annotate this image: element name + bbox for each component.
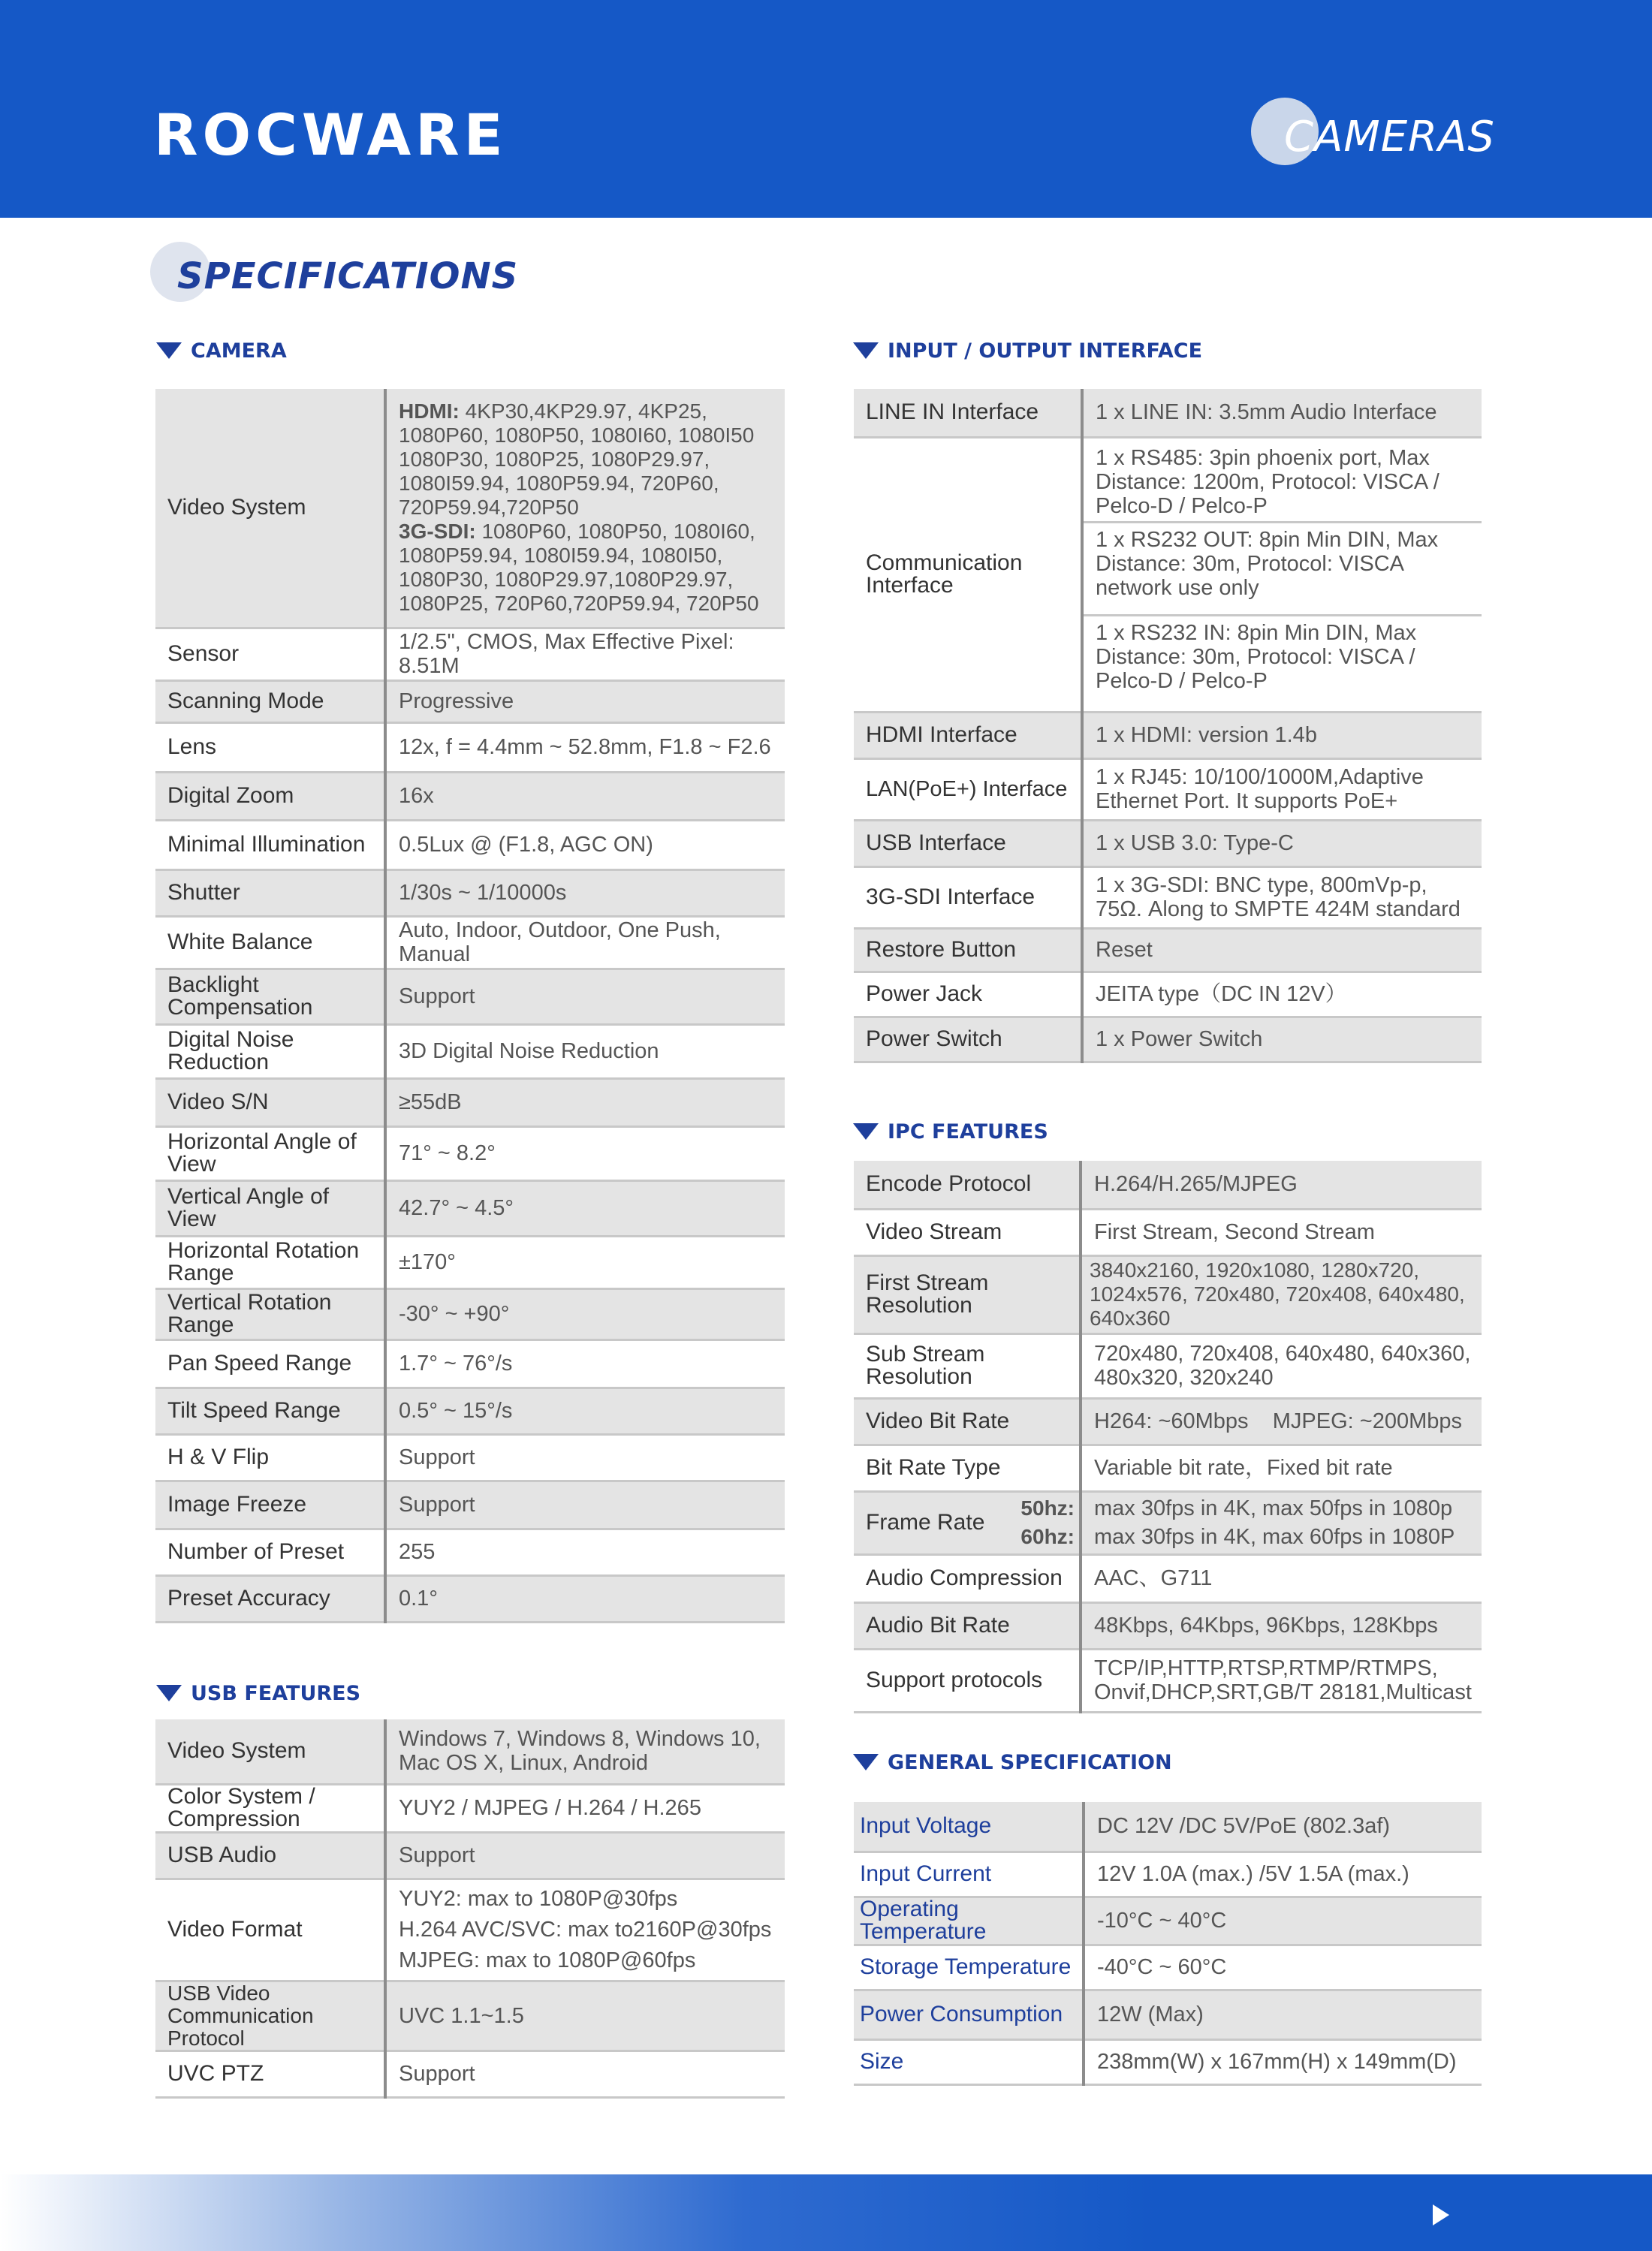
row-value: Support — [385, 1832, 785, 1879]
row-label: Tilt Speed Range — [155, 1388, 385, 1434]
row-label: LINE IN Interface — [854, 389, 1082, 437]
table-row — [854, 1554, 1482, 1602]
table-row — [854, 1802, 1482, 1852]
triangle-down-icon — [156, 342, 182, 359]
table-row — [155, 1126, 785, 1180]
row-label: Input Current — [854, 1852, 1084, 1897]
row-label: HDMI Interface — [854, 712, 1082, 758]
table-row — [155, 772, 785, 820]
row-label: Scanning Mode — [155, 680, 385, 722]
row-value: 42.7° ~ 4.5° — [385, 1180, 785, 1236]
row-value: 3D Digital Noise Reduction — [385, 1024, 785, 1078]
row-label: Horizontal Angle of View — [155, 1126, 385, 1180]
row-value: 1 x USB 3.0: Type-C — [1082, 820, 1482, 866]
table-row — [854, 2039, 1482, 2084]
category-title: CAMERAS — [1284, 113, 1495, 161]
row-value: 1.7° ~ 76°/s — [385, 1339, 785, 1388]
row-label: Vertical Angle of View — [155, 1180, 385, 1236]
table-row — [155, 1575, 785, 1622]
row-value — [385, 389, 785, 628]
header-bar — [0, 0, 1652, 218]
usb-spec-table — [155, 1719, 785, 2099]
row-label: Input Voltage — [854, 1802, 1084, 1852]
table-row — [854, 866, 1482, 928]
table-row — [854, 1852, 1482, 1897]
table-row — [854, 1333, 1482, 1398]
triangle-down-icon — [853, 1754, 879, 1770]
row-label: Video Stream — [854, 1209, 1081, 1255]
general-section-title: GENERAL SPECIFICATION — [853, 1749, 1172, 1776]
row-label: Minimal Illumination — [155, 820, 385, 869]
table-row — [155, 1339, 785, 1388]
row-value: AAC、G711 — [1081, 1554, 1482, 1602]
row-label: Bit Rate Type — [854, 1445, 1081, 1491]
row-label: Power Switch — [854, 1017, 1082, 1062]
row-label: Restore Button — [854, 928, 1082, 972]
table-row — [854, 712, 1482, 758]
row-label: Digital Noise Reduction — [155, 1024, 385, 1078]
row-label: Lens — [155, 722, 385, 772]
table-row — [155, 722, 785, 772]
table-row — [854, 1161, 1482, 1209]
io-spec-table — [854, 389, 1482, 1063]
brand-logo: ROCWARE — [154, 101, 508, 168]
usb-section-title: USB FEATURES — [156, 1680, 360, 1707]
row-label: Sensor — [155, 628, 385, 680]
row-label: Power Jack — [854, 972, 1082, 1017]
row-value: 0.1° — [385, 1575, 785, 1622]
row-value: Windows 7, Windows 8, Windows 10, Mac OS X, Linux, Android — [385, 1719, 785, 1784]
row-label: USB Audio — [155, 1832, 385, 1879]
row-value: 12V 1.0A (max.) /5V 1.5A (max.) — [1084, 1852, 1482, 1897]
row-value: 3840x2160, 1920x1080, 1280x720, 1024x576, 720x480, 720x408, 640x480, 640x360 — [1081, 1255, 1482, 1333]
camera-spec-table — [155, 389, 785, 1623]
row-label: Horizontal Rotation Range — [155, 1236, 385, 1288]
table-row — [854, 1255, 1482, 1333]
row-value: JEITA type（DC IN 12V） — [1082, 972, 1482, 1017]
ipc-section-title: IPC FEATURES — [853, 1119, 1048, 1146]
table-row — [854, 1209, 1482, 1255]
triangle-down-icon — [853, 342, 879, 359]
table-row — [155, 1236, 785, 1288]
row-label: LAN(PoE+) Interface — [854, 758, 1082, 820]
triangle-down-icon — [156, 1685, 182, 1701]
table-row — [155, 1832, 785, 1879]
table-row — [854, 1649, 1482, 1712]
row-value: 238mm(W) x 167mm(H) x 149mm(D) — [1084, 2039, 1482, 2084]
row-value: 0.5° ~ 15°/s — [385, 1388, 785, 1434]
row-value: 1 x RJ45: 10/100/1000M,Adaptive Ethernet Port. It supports PoE+ — [1082, 758, 1482, 820]
row-value: 71° ~ 8.2° — [385, 1126, 785, 1180]
table-row — [155, 1981, 785, 2051]
page-title: SPECIFICATIONS — [177, 255, 519, 297]
row-value: 16x — [385, 772, 785, 820]
row-value: Support — [385, 969, 785, 1024]
table-row — [155, 680, 785, 722]
row-value: 720x480, 720x408, 640x480, 640x360, 480x320, 320x240 — [1081, 1333, 1482, 1398]
hdmi-key: HDMI: — [399, 399, 460, 423]
row-label: Number of Preset — [155, 1529, 385, 1575]
row-value: -30° ~ +90° — [385, 1288, 785, 1339]
row-label: Frame Rate 50hz: 60hz: — [854, 1491, 1081, 1554]
row-value: TCP/IP,HTTP,RTSP,RTMP/RTMPS, Onvif,DHCP,SRT,GB/T 28181,Multicast — [1081, 1649, 1482, 1712]
row-value: Variable bit rate，Fixed bit rate — [1081, 1445, 1482, 1491]
row-value: 1 x Power Switch — [1082, 1017, 1482, 1062]
row-label: Size — [854, 2039, 1084, 2084]
row-label: H & V Flip — [155, 1434, 385, 1481]
table-row — [155, 916, 785, 969]
general-spec-table — [854, 1802, 1482, 2086]
row-value: ±170° — [385, 1236, 785, 1288]
row-label: Color System / Compression — [155, 1784, 385, 1832]
footer-bar — [0, 2174, 1652, 2251]
table-row — [854, 1398, 1482, 1445]
table-row — [854, 758, 1482, 820]
row-value: First Stream, Second Stream — [1081, 1209, 1482, 1255]
table-row — [155, 1024, 785, 1078]
row-label: Sub Stream Resolution — [854, 1333, 1081, 1398]
table-row — [155, 969, 785, 1024]
row-value: 1 x RS485: 3pin phoenix port, Max Distance: 1200m, Protocol: VISCA / Pelco-D / Pelco-P 1 x RS232 OUT: 8pin Min DIN, Max Distance: 30m, Protocol: VISCA network use only 1 x RS232 IN: 8pin Min DIN, Max Distance: 30m, Protocol: VISCA / Pelco-D / Pelco-P — [1082, 437, 1482, 712]
row-label: UVC PTZ — [155, 2051, 385, 2097]
table-row — [854, 1017, 1482, 1062]
table-row — [854, 1990, 1482, 2039]
table-row — [854, 437, 1482, 712]
row-label: Backlight Compensation — [155, 969, 385, 1024]
row-value: 1 x HDMI: version 1.4b — [1082, 712, 1482, 758]
table-row — [155, 628, 785, 680]
row-value: Progressive — [385, 680, 785, 722]
row-label: Digital Zoom — [155, 772, 385, 820]
row-label: Video S/N — [155, 1078, 385, 1126]
row-label: First Stream Resolution — [854, 1255, 1081, 1333]
row-label: Image Freeze — [155, 1481, 385, 1529]
row-label: Preset Accuracy — [155, 1575, 385, 1622]
table-row — [155, 1481, 785, 1529]
row-value: H.264/H.265/MJPEG — [1081, 1161, 1482, 1209]
sdi-key: 3G-SDI: — [399, 520, 476, 544]
row-value: 0.5Lux @ (F1.8, AGC ON) — [385, 820, 785, 869]
table-row — [854, 1897, 1482, 1945]
row-label: USB Video Communication Protocol — [155, 1981, 385, 2051]
sdi-value: 1080P60, 1080P50, 1080I60, 1080P59.94, 1080I59.94, 1080I50, 1080P30, 1080P29.97,1080P29.97, 1080P25, 720P60,720P59.94, 720P50 — [399, 520, 759, 616]
row-value: ≥55dB — [385, 1078, 785, 1126]
next-page-arrow-icon[interactable] — [1433, 2204, 1449, 2225]
row-label: Video System — [155, 389, 385, 628]
table-row — [155, 1529, 785, 1575]
camera-section-title: CAMERA — [156, 338, 287, 365]
row-value: 12W (Max) — [1084, 1990, 1482, 2039]
row-value: Support — [385, 2051, 785, 2097]
row-label: Video System — [155, 1719, 385, 1784]
table-row — [854, 1602, 1482, 1649]
table-row — [155, 1879, 785, 1981]
row-value: 1 x 3G-SDI: BNC type, 800mVp-p, 75Ω. Along to SMPTE 424M standard — [1082, 866, 1482, 928]
row-label: Vertical Rotation Range — [155, 1288, 385, 1339]
row-label: Video Bit Rate — [854, 1398, 1081, 1445]
row-label: 3G-SDI Interface — [854, 866, 1082, 928]
io-section-title: INPUT / OUTPUT INTERFACE — [853, 338, 1202, 365]
table-row — [854, 1945, 1482, 1990]
ipc-spec-table — [854, 1161, 1482, 1713]
table-row — [155, 1434, 785, 1481]
table-row — [155, 1719, 785, 1784]
row-label: Encode Protocol — [854, 1161, 1081, 1209]
row-value: Support — [385, 1434, 785, 1481]
table-row — [155, 1180, 785, 1236]
row-label: Communication Interface — [854, 437, 1082, 712]
row-value: -10°C ~ 40°C — [1084, 1897, 1482, 1945]
table-row — [155, 1078, 785, 1126]
row-value: DC 12V /DC 5V/PoE (802.3af) — [1084, 1802, 1482, 1852]
hdmi-value: 4KP30,4KP29.97, 4KP25, 1080P60, 1080P50, 1080I60, 1080I50 1080P30, 1080P25, 1080P29.97, 1080I59.94, 1080P59.94, 720P60, 720P59.94,720P50 — [399, 399, 755, 520]
table-row — [155, 2051, 785, 2097]
table-row — [155, 820, 785, 869]
table-row — [155, 869, 785, 916]
row-label: Video Format — [155, 1879, 385, 1981]
row-value: 1/30s ~ 1/10000s — [385, 869, 785, 916]
row-value: 1/2.5", CMOS, Max Effective Pixel: 8.51M — [385, 628, 785, 680]
row-label: Power Consumption — [854, 1990, 1084, 2039]
row-value: H264: ~60Mbps MJPEG: ~200Mbps — [1081, 1398, 1482, 1445]
table-row — [155, 1388, 785, 1434]
table-row — [155, 1784, 785, 1832]
table-row — [854, 820, 1482, 866]
row-value: Reset — [1082, 928, 1482, 972]
row-label: USB Interface — [854, 820, 1082, 866]
table-row — [155, 1288, 785, 1339]
row-label: Operating Temperature — [854, 1897, 1084, 1945]
table-row — [155, 389, 785, 628]
table-row — [854, 972, 1482, 1017]
row-label: Audio Bit Rate — [854, 1602, 1081, 1649]
row-value: UVC 1.1~1.5 — [385, 1981, 785, 2051]
row-value: Support — [385, 1481, 785, 1529]
table-row — [854, 1445, 1482, 1491]
row-value: 12x, f = 4.4mm ~ 52.8mm, F1.8 ~ F2.6 — [385, 722, 785, 772]
row-value: YUY2: max to 1080P@30fps H.264 AVC/SVC: max to2160P@30fps MJPEG: max to 1080P@60fps — [385, 1879, 785, 1981]
triangle-down-icon — [853, 1123, 879, 1140]
row-label: Support protocols — [854, 1649, 1081, 1712]
table-row — [854, 389, 1482, 437]
row-label: Audio Compression — [854, 1554, 1081, 1602]
row-label: Storage Temperature — [854, 1945, 1084, 1990]
row-value: Auto, Indoor, Outdoor, One Push, Manual — [385, 916, 785, 969]
row-value: 255 — [385, 1529, 785, 1575]
row-value: 48Kbps, 64Kbps, 96Kbps, 128Kbps — [1081, 1602, 1482, 1649]
row-label: White Balance — [155, 916, 385, 969]
row-label: Pan Speed Range — [155, 1339, 385, 1388]
table-row — [854, 1491, 1482, 1554]
row-label: Shutter — [155, 869, 385, 916]
row-value: -40°C ~ 60°C — [1084, 1945, 1482, 1990]
row-value: YUY2 / MJPEG / H.264 / H.265 — [385, 1784, 785, 1832]
row-value: 1 x LINE IN: 3.5mm Audio Interface — [1082, 389, 1482, 437]
table-row — [854, 928, 1482, 972]
row-value: max 30fps in 4K, max 50fps in 1080p max 30fps in 4K, max 60fps in 1080P — [1081, 1491, 1482, 1554]
